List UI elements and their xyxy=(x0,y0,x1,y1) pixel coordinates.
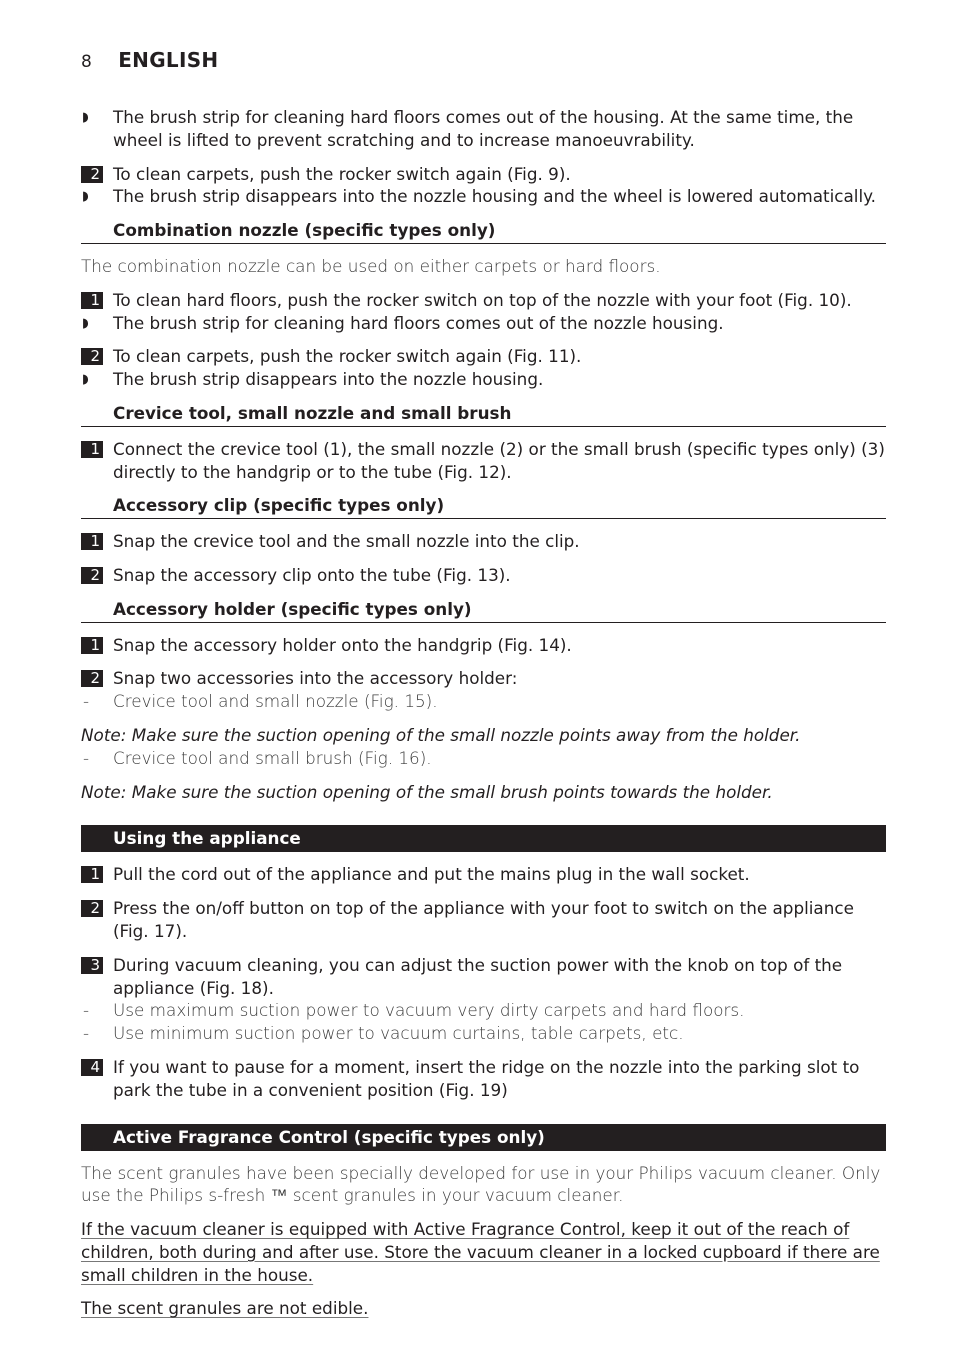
page-content xyxy=(81,106,886,1320)
list-item: ◗ The brush strip for cleaning hard floors comes out of the nozzle housing. xyxy=(81,312,886,335)
list-item: - Crevice tool and small brush (Fig. 16). xyxy=(83,747,432,768)
paragraph: The combination nozzle can be used on either carpets or hard floors. xyxy=(81,255,661,276)
bullet-arrow-icon: ◗ xyxy=(82,110,89,125)
section-heading: Active Fragrance Control (specific types only) xyxy=(81,1124,886,1151)
step-item: 1 To clean hard floors, push the rocker switch on top of the nozzle with your foot (Fig. 10). xyxy=(81,289,886,312)
step-number: 2 xyxy=(81,567,103,584)
step-number: 2 xyxy=(81,670,103,687)
step-item: 4 If you want to pause for a moment, insert the ridge on the nozzle into the parking slot to park the tube in a convenient position (Fig. 19) xyxy=(81,1056,886,1102)
bullet-arrow-icon: ◗ xyxy=(82,315,89,331)
paragraph: The scent granules have been specially developed for use in your Philips vacuum cleaner. Only use the Philips s-fresh ™ scent granules in your vacuum cleaner. xyxy=(81,1162,881,1206)
step-item: 1 Snap the crevice tool and the small nozzle into the clip. xyxy=(81,530,886,553)
dash-marker: - xyxy=(83,747,90,768)
list-item: - Use maximum suction power to vacuum very dirty carpets and hard floors. xyxy=(83,1000,745,1021)
step-item: 2 Snap two accessories into the accessory holder: xyxy=(81,667,886,690)
section-subheading: Accessory clip (specific types only) xyxy=(81,494,886,519)
list-item: ◗ The brush strip disappears into the nozzle housing. xyxy=(81,368,886,391)
step-number: 1 xyxy=(81,866,103,883)
section-subheading: Crevice tool, small nozzle and small brush xyxy=(81,402,886,427)
page-header xyxy=(81,48,218,72)
step-item: 2 Snap the accessory clip onto the tube (Fig. 13). xyxy=(81,564,886,587)
list-item: ◗ The brush strip for cleaning hard floors comes out of the housing. At the same time, the wheel is lifted to prevent scratching and to increase manoeuvrability. xyxy=(82,107,854,150)
step-number: 2 xyxy=(81,900,103,917)
warning-text: If the vacuum cleaner is equipped with Active Fragrance Control, keep it out of the reach of children, both during and after use. Store the vacuum cleaner in a locked cupboard if there are small children in the house. xyxy=(81,1219,880,1285)
step-item: 3 During vacuum cleaning, you can adjust the suction power with the knob on top of the appliance (Fig. 18). xyxy=(81,954,886,1000)
step-item: 1 Pull the cord out of the appliance and put the mains plug in the wall socket. xyxy=(81,863,886,886)
step-number: 2 xyxy=(81,166,103,183)
list-item: - Crevice tool and small nozzle (Fig. 15). xyxy=(83,691,438,712)
step-number: 1 xyxy=(81,637,103,654)
list-item: - Use minimum suction power to vacuum curtains, table carpets, etc. xyxy=(83,1023,684,1044)
section-heading: Using the appliance xyxy=(81,825,886,852)
page-number: 8 xyxy=(81,52,92,72)
step-number: 1 xyxy=(81,441,103,458)
step-number: 2 xyxy=(81,348,103,365)
step-number: 3 xyxy=(81,957,103,974)
step-item: 2 Press the on/off button on top of the appliance with your foot to switch on the appliance (Fig. 17). xyxy=(81,897,886,943)
step-item: 2 To clean carpets, push the rocker switch again (Fig. 11). xyxy=(81,345,886,368)
step-item: 1 Snap the accessory holder onto the handgrip (Fig. 14). xyxy=(81,634,886,657)
language-heading: ENGLISH xyxy=(118,48,219,72)
step-number: 4 xyxy=(81,1059,103,1076)
dash-marker: - xyxy=(83,691,90,712)
bullet-arrow-icon: ◗ xyxy=(82,372,89,388)
step-item: 2 To clean carpets, push the rocker switch again (Fig. 9). xyxy=(81,163,886,186)
step-number: 1 xyxy=(81,292,103,309)
bullet-arrow-icon: ◗ xyxy=(82,189,89,205)
step-number: 1 xyxy=(81,533,103,550)
section-subheading: Combination nozzle (specific types only) xyxy=(81,219,886,244)
dash-marker: - xyxy=(83,1023,90,1044)
step-item: 1 Connect the crevice tool (1), the small nozzle (2) or the small brush (specific types only) (3) directly to the handgrip or to the tube (Fig. 12). xyxy=(81,438,886,484)
note: Note: Make sure the suction opening of the small nozzle points away from the holder. xyxy=(81,724,801,745)
list-item: ◗ The brush strip disappears into the nozzle housing and the wheel is lowered automatically. xyxy=(81,185,886,208)
warning-text: The scent granules are not edible. xyxy=(81,1298,369,1319)
section-subheading: Accessory holder (specific types only) xyxy=(81,598,886,623)
dash-marker: - xyxy=(83,1000,90,1021)
note: Note: Make sure the suction opening of the small brush points towards the holder. xyxy=(81,781,773,802)
